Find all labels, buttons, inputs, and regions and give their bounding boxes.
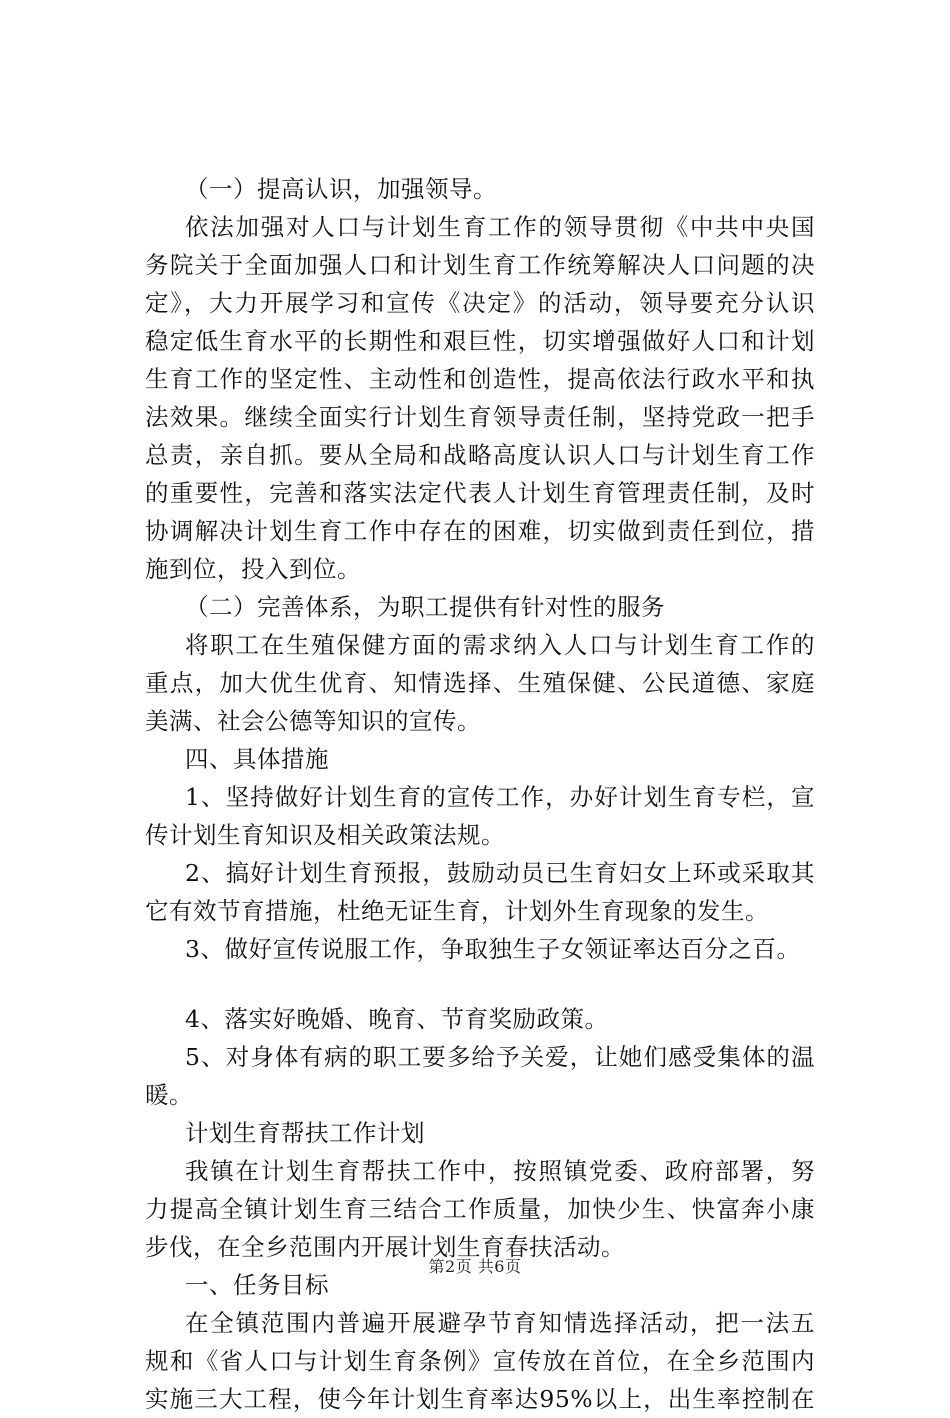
paragraph-line: 实施三大工程，使今年计划生育率达95%以上，出生率控制在 xyxy=(145,1385,815,1413)
paragraph-line: 依法加强对人口与计划生育工作的领导贯彻《中共中央国 xyxy=(185,213,815,241)
paragraph-line: 重点，加大优生优育、知情选择、生殖保健、公民道德、家庭 xyxy=(145,669,815,697)
blank-spacer xyxy=(145,968,815,1000)
list-item-line: 5、对身体有病的职工要多给予关爱，让她们感受集体的温 xyxy=(185,1043,815,1071)
paragraph-line: 步伐，在全乡范围内开展计划生育春扶活动。 xyxy=(145,1233,625,1261)
document-subtitle: 计划生育帮扶工作计划 xyxy=(185,1119,425,1147)
document-body xyxy=(145,170,815,1418)
list-item-line: 它有效节育措施，杜绝无证生育，计划外生育现象的发生。 xyxy=(145,897,769,925)
paragraph-line: 生育工作的坚定性、主动性和创造性，提高依法行政水平和执 xyxy=(145,365,815,393)
paragraph-line: 协调解决计划生育工作中存在的困难，切实做到责任到位，措 xyxy=(145,517,815,545)
list-item-line: 2、搞好计划生育预报，鼓励动员已生育妇女上环或采取其 xyxy=(185,859,815,887)
paragraph-line: 我镇在计划生育帮扶工作中，按照镇党委、政府部署，努 xyxy=(185,1157,815,1185)
paragraph-line: 将职工在生殖保健方面的需求纳入人口与计划生育工作的 xyxy=(185,631,815,659)
paragraph-line: 法效果。继续全面实行计划生育领导责任制，坚持党政一把手 xyxy=(145,403,815,431)
paragraph-line: 总责，亲自抓。要从全局和战略高度认识人口与计划生育工作 xyxy=(145,441,815,469)
paragraph-line: 规和《省人口与计划生育条例》宣传放在首位，在全乡范围内 xyxy=(145,1347,815,1375)
paragraph-line: 在全镇范围内普遍开展避孕节育知情选择活动，把一法五 xyxy=(185,1309,815,1337)
section-heading: （二）完善体系，为职工提供有针对性的服务 xyxy=(185,593,665,621)
page-number-footer: 第2页 共6页 xyxy=(428,1257,522,1276)
paragraph-line: 力提高全镇计划生育三结合工作质量，加快少生、快富奔小康 xyxy=(145,1195,815,1223)
paragraph-line: 美满、社会公德等知识的宣传。 xyxy=(145,707,481,735)
list-item-line: 3、做好宣传说服工作，争取独生子女领证率达百分之百。 xyxy=(185,935,801,963)
paragraph-line: 稳定低生育水平的长期性和艰巨性，切实增强做好人口和计划 xyxy=(145,327,815,355)
list-item-line: 传计划生育知识及相关政策法规。 xyxy=(145,821,505,849)
list-item-line: 4、落实好晚婚、晚育、节育奖励政策。 xyxy=(185,1005,609,1033)
list-item-line: 暖。 xyxy=(145,1081,193,1109)
paragraph-line: 务院关于全面加强人口和计划生育工作统筹解决人口问题的决 xyxy=(145,251,815,279)
section-heading: 一、任务目标 xyxy=(185,1271,329,1299)
paragraph-line: 的重要性，完善和落实法定代表人计划生育管理责任制，及时 xyxy=(145,479,815,507)
section-heading: 四、具体措施 xyxy=(185,745,329,773)
paragraph-line: 定》，大力开展学习和宣传《决定》的活动，领导要充分认识 xyxy=(145,289,815,317)
section-heading: （一）提高认识，加强领导。 xyxy=(185,175,497,203)
list-item-line: 1、坚持做好计划生育的宣传工作，办好计划生育专栏，宣 xyxy=(185,783,815,811)
paragraph-line: 施到位，投入到位。 xyxy=(145,555,361,583)
